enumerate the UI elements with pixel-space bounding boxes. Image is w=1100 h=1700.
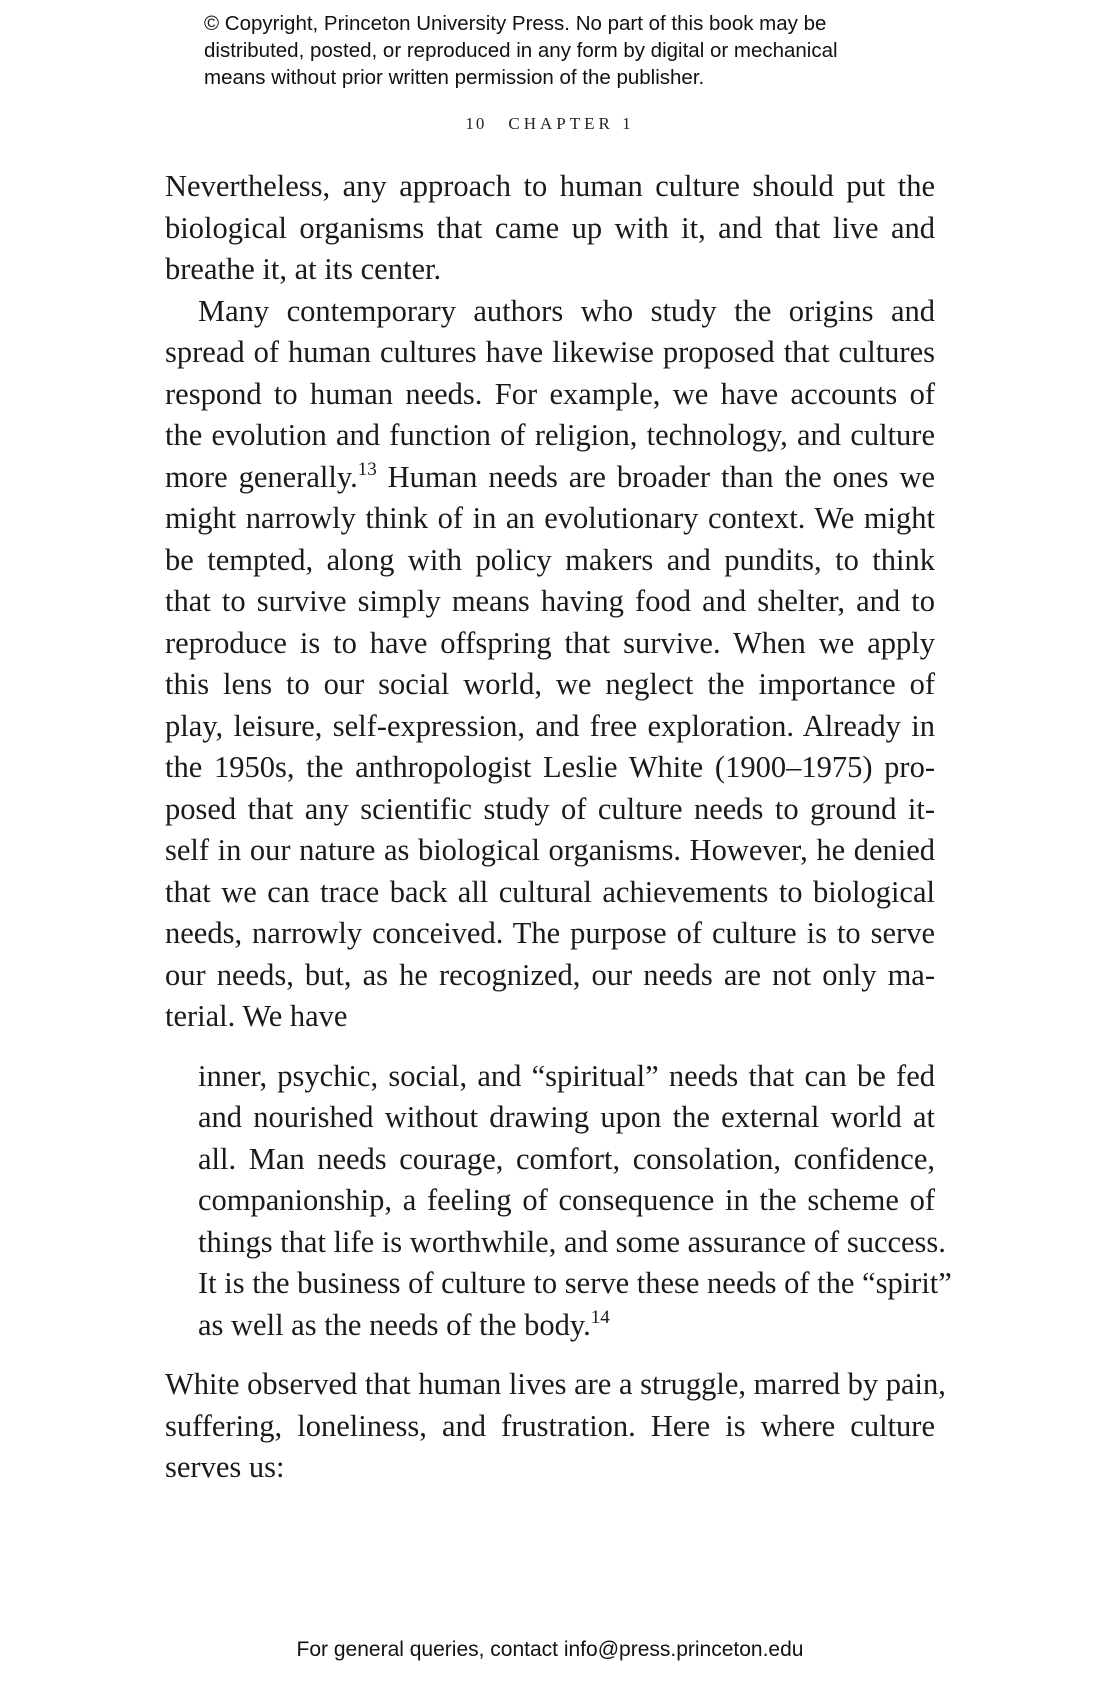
text-fragment: as well as the needs of the body. — [198, 1307, 591, 1342]
text-line: that to survive simply means having food and shelter, and to — [165, 584, 935, 618]
text-line: posed that any scientific study of culture needs to ground it- — [165, 791, 935, 826]
text-line: self in our nature as biological organisms. However, he denied — [165, 833, 935, 867]
running-head — [0, 114, 1100, 134]
paragraph-1 — [165, 166, 935, 291]
quote-line: and nourished without drawing upon the external world at — [198, 1100, 935, 1134]
text-line: biological organisms that came up with it, and that live and — [165, 210, 935, 245]
text-line: respond to human needs. For example, we have accounts of — [165, 376, 935, 411]
block-quote — [165, 1056, 952, 1347]
text-line: that we can trace back all cultural achievements to biological — [165, 874, 935, 909]
quote-line: It is the business of culture to serve these needs of the “spirit” — [198, 1266, 952, 1300]
quote-line: all. Man needs courage, comfort, consolation, confidence, — [198, 1141, 935, 1176]
copyright-line: means without prior written permission of the publisher. — [204, 66, 705, 89]
text-line: might narrowly think of in an evolutionary context. We might — [165, 501, 935, 535]
footnote-marker-13: 13 — [357, 458, 377, 480]
text-line: the 1950s, the anthropologist Leslie White (1900–1975) pro- — [165, 750, 935, 784]
text-line: our needs, but, as he recognized, our needs are not only ma- — [165, 957, 935, 992]
footer-contact: For general queries, contact info@press.princeton.edu — [296, 1638, 804, 1661]
text-line: needs, narrowly conceived. The purpose of culture is to serve — [165, 916, 935, 950]
quote-line — [198, 1305, 935, 1347]
text-fragment: more generally. — [165, 459, 358, 494]
footnote-marker-14: 14 — [590, 1306, 610, 1328]
text-line — [165, 457, 935, 499]
text-line: Many contemporary authors who study the origins and — [198, 293, 935, 328]
text-line: serves us: — [165, 1450, 285, 1484]
text-line: this lens to our social world, we neglect the importance of — [165, 667, 935, 701]
text-line: spread of human cultures have likewise proposed that cultures — [165, 335, 935, 369]
chapter-label: CHAPTER 1 — [508, 114, 635, 133]
book-page-body — [165, 166, 952, 1489]
text-line: reproduce is to have offspring that survive. When we apply — [165, 625, 935, 660]
text-fragment: Human needs are broader than the ones we — [376, 459, 936, 494]
text-line: be tempted, along with policy makers and pundits, to think — [165, 542, 935, 577]
quote-line: companionship, a feeling of consequence in the scheme of — [198, 1183, 935, 1217]
text-line: breathe it, at its center. — [165, 252, 442, 286]
paragraph-2 — [165, 291, 935, 1038]
copyright-notice — [204, 10, 964, 91]
text-line: Nevertheless, any approach to human culture should put the — [165, 169, 935, 203]
text-line: White observed that human lives are a struggle, marred by pain, — [165, 1367, 946, 1401]
paragraph-3 — [165, 1364, 946, 1489]
copyright-line: © Copyright, Princeton University Press. No part of this book may be — [204, 12, 827, 35]
text-line: suffering, loneliness, and frustration. Here is where culture — [165, 1408, 935, 1443]
copyright-line: distributed, posted, or reproduced in any form by digital or mechanical — [204, 39, 838, 62]
page-number: 10 — [465, 114, 487, 133]
text-line: terial. We have — [165, 999, 348, 1033]
quote-line: inner, psychic, social, and “spiritual” needs that can be fed — [198, 1058, 935, 1093]
text-line: the evolution and function of religion, technology, and culture — [165, 418, 935, 452]
text-line: play, leisure, self-expression, and free exploration. Already in — [165, 708, 935, 743]
quote-line: things that life is worthwhile, and some assurance of success. — [198, 1224, 946, 1259]
